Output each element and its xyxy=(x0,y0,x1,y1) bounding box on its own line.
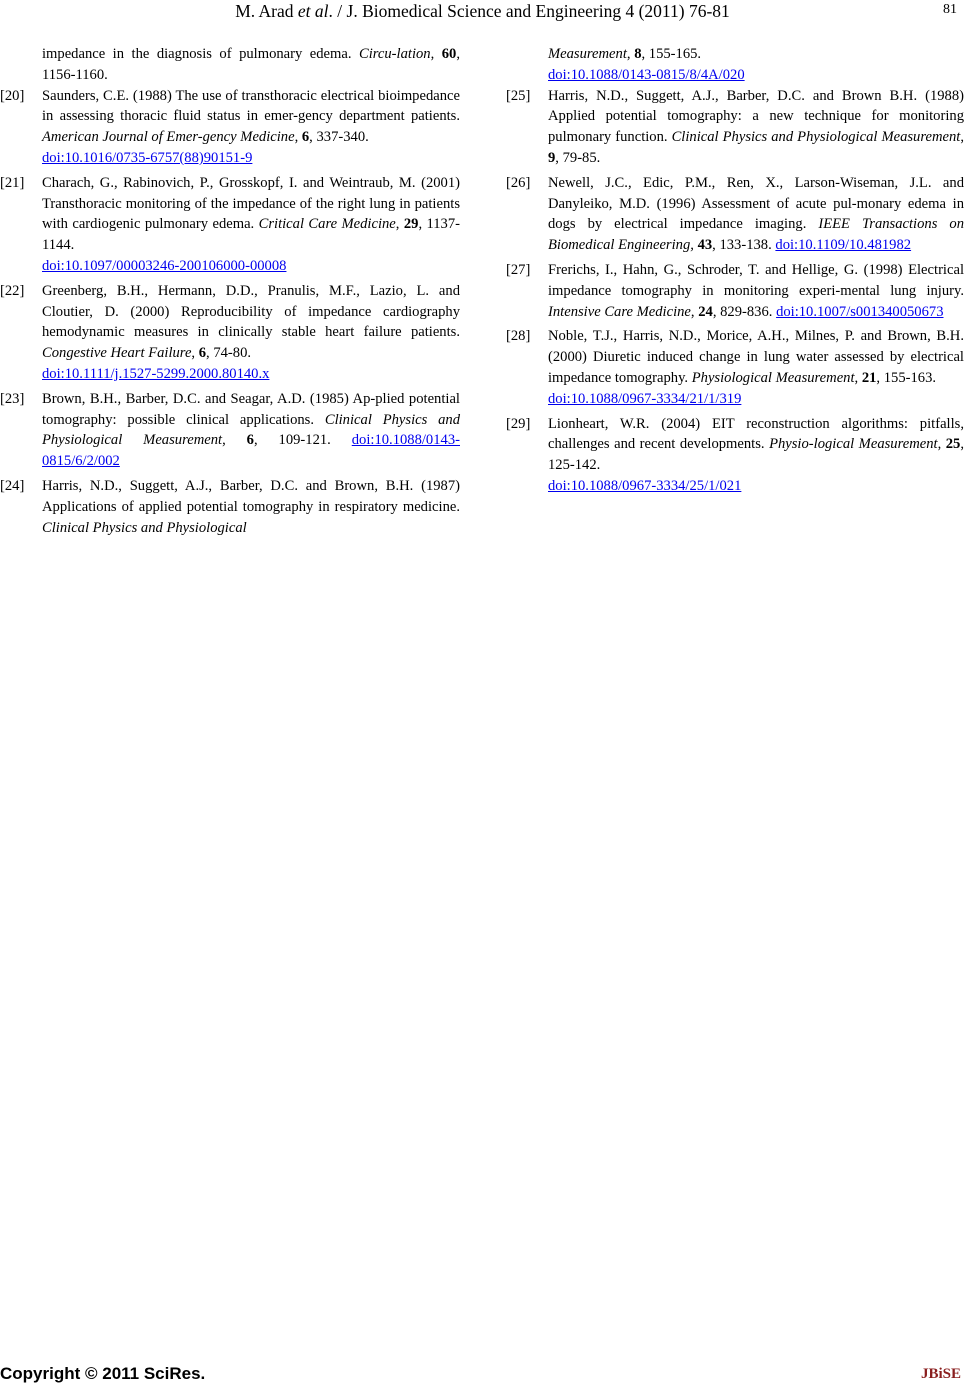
ref-journal: Physiological Measurement xyxy=(691,369,855,386)
ref-journal: Intensive Care Medicine xyxy=(548,303,691,320)
ref-volume: 43 xyxy=(697,237,713,254)
doi-link[interactable]: doi:10.1097/00003246-200106000-00008 xyxy=(42,257,287,274)
reference-item xyxy=(0,389,460,472)
ref-text: Greenberg, B.H., Hermann, D.D., Pranulis, M.F., Lazio, L. and Cloutier, D. (2000) Reproducibility of impedance cardiography hemodynamic measures in clinically stable heart failure patients. xyxy=(42,282,460,341)
right-column xyxy=(506,44,964,501)
ref-journal: American Journal of Emer-gency Medicine xyxy=(42,129,295,146)
ref-volume: 25 xyxy=(945,436,961,453)
reference-item xyxy=(0,281,460,385)
ref-pages: , 1156-1160. xyxy=(42,46,460,83)
ref-journal: Critical Care Medicine xyxy=(258,216,396,233)
continuation-ref-19 xyxy=(0,44,460,86)
reference-item xyxy=(0,86,460,169)
ref-number: [25] xyxy=(506,87,531,104)
ref-number: [20] xyxy=(0,87,25,104)
reference-item xyxy=(506,86,964,169)
ref-text: Saunders, C.E. (1988) The use of transthoracic electrical bioimpedance in assessing thoracic fluid status in emer-gency department patients. xyxy=(42,87,460,125)
doi-link[interactable]: doi:10.1088/0143-0815/8/4A/020 xyxy=(548,66,745,83)
ref-text: Harris, N.D., Suggett, A.J., Barber, D.C. and Brown, B.H. (1987) Applications of applied potential tomography in respiratory medicine. xyxy=(42,477,460,515)
reference-item xyxy=(0,173,460,277)
ref-journal: Clinical Physics and Physiological Measurement xyxy=(671,129,961,146)
doi-link[interactable]: doi:10.1088/0143-0815/6/2/002 xyxy=(42,432,460,470)
ref-body xyxy=(42,389,460,472)
ref-sep: , xyxy=(222,432,247,449)
copyright: Copyright © 2011 SciRes. xyxy=(0,1364,206,1383)
ref-body xyxy=(548,260,964,322)
ref-journal: Measurement xyxy=(548,46,627,62)
ref-text: Charach, G., Rabinovich, P., Grosskopf, I. and Weintraub, M. (2001) Transthoracic monitoring of the impedance of the right lung in patients with cardiogenic pulmonary edema. xyxy=(42,174,460,233)
ref-volume: 24 xyxy=(698,303,713,320)
doi-link[interactable]: doi:10.1111/j.1527-5299.2000.80140.x xyxy=(42,365,270,382)
ref-text: Noble, T.J., Harris, N.D., Morice, A.H., Milnes, P. and Brown, B.H. (2000) Diuretic induced change in lung water assessed by electrical impedance tomography. xyxy=(548,328,964,386)
doi-link[interactable]: doi:10.1007/s001340050673 xyxy=(776,303,944,320)
ref-volume: 8 xyxy=(634,46,642,62)
ref-number: [28] xyxy=(506,328,531,345)
reference-item xyxy=(506,173,964,256)
ref-text: Newell, J.C., Edic, P.M., Ren, X., Larson-Wiseman, J.L. and Danyleiko, M.D. (1996) Assessment of acute pul-monary edema in dogs by electrical impedance imaging. xyxy=(548,174,964,233)
ref-sep: , xyxy=(854,369,862,386)
ref-volume: 29 xyxy=(403,216,419,233)
reference-item xyxy=(506,260,964,322)
ref-number: [23] xyxy=(0,390,25,407)
doi-link[interactable]: doi:10.1088/0967-3334/21/1/319 xyxy=(548,390,742,407)
running-header xyxy=(0,1,965,25)
ref-pages: , 133-138. xyxy=(712,237,776,254)
ref-number: [24] xyxy=(0,477,25,494)
reference-item xyxy=(506,326,964,409)
journal-logo: JBiSE xyxy=(920,1366,961,1382)
ref-body xyxy=(548,414,964,497)
right-reference-list xyxy=(506,86,964,497)
left-column xyxy=(0,44,461,542)
ref-body xyxy=(42,86,460,169)
ref-volume: 6 xyxy=(198,345,207,362)
ref-pages: , 1137-1144. xyxy=(42,216,461,254)
ref-volume: 9 xyxy=(548,149,556,166)
ref-sep: , xyxy=(191,345,199,362)
ref-body xyxy=(42,476,460,538)
ref-body xyxy=(548,326,964,409)
ref-body xyxy=(42,281,460,385)
left-reference-list xyxy=(0,86,461,539)
ref-body xyxy=(42,173,460,277)
header-etal: et al xyxy=(297,1,329,21)
ref-volume: 6 xyxy=(301,129,310,146)
ref-journal: Clinical Physics and Physiological Measurement xyxy=(42,411,460,449)
ref-sep: , xyxy=(395,216,404,233)
ref-number: [29] xyxy=(506,415,531,432)
ref-text: Lionheart, W.R. (2004) EIT reconstruction algorithms: pitfalls, challenges and recent developments. xyxy=(548,415,964,453)
ref-text: Frerichs, I., Hahn, G., Schroder, T. and Hellige, G. (1998) Electrical impedance tomography in monitoring experi-mental lung injury. xyxy=(548,261,964,299)
ref-sep: , xyxy=(626,46,635,62)
ref-journal: Circu-lation xyxy=(358,46,431,62)
ref-journal: Physio-logical Measurement xyxy=(769,436,938,453)
ref-pages: , 74-80. xyxy=(206,345,252,362)
doi-link[interactable]: doi:10.1109/10.481982 xyxy=(775,237,912,254)
ref-sep: , xyxy=(430,46,442,62)
ref-sep: , xyxy=(937,436,946,453)
reference-item xyxy=(506,414,964,497)
running-title xyxy=(0,1,965,22)
ref-journal: Clinical Physics and Physiological xyxy=(42,519,247,536)
ref-pages: , 79-85. xyxy=(555,149,601,166)
ref-number: [22] xyxy=(0,282,25,299)
ref-volume: 21 xyxy=(861,369,877,386)
ref-journal: IEEE Transactions on Biomedical Engineering, xyxy=(548,216,964,254)
ref-pages: , 125-142. xyxy=(548,436,964,474)
ref-sep: , xyxy=(960,129,964,146)
continuation-ref-24 xyxy=(506,44,964,86)
doi-link[interactable]: doi:10.1088/0967-3334/25/1/021 xyxy=(548,477,742,494)
ref-number: [27] xyxy=(506,261,531,278)
ref-text: Brown, B.H., Barber, D.C. and Seagar, A.D. (1985) Ap-plied potential tomography: possible clinical applications. xyxy=(42,390,460,428)
ref-body xyxy=(548,86,964,169)
page-footer xyxy=(0,1362,965,1386)
header-author: M. Arad xyxy=(235,1,298,21)
ref-pages: , 829-836. xyxy=(712,303,777,320)
ref-pages: , 155-163. xyxy=(876,369,937,386)
ref-pages: , 109-121. xyxy=(253,432,352,449)
ref-pages: , 337-340. xyxy=(309,129,369,146)
ref-volume: 60 xyxy=(441,46,457,62)
ref-body xyxy=(548,173,964,256)
ref-volume: 6 xyxy=(246,432,254,449)
ref-sep: , xyxy=(690,303,699,320)
reference-item xyxy=(0,476,460,538)
ref-pages: , 155-165. xyxy=(641,46,702,62)
ref-text: Harris, N.D., Suggett, A.J., Barber, D.C. and Brown B.H. (1988) Applied potential tomography: a new technique for monitoring pulmonary function. xyxy=(548,87,964,146)
header-journal-info: . / J. Biomedical Science and Engineering 4 (2011) 76-81 xyxy=(328,1,730,21)
ref-journal: Congestive Heart Failure xyxy=(42,345,192,362)
ref-number: [26] xyxy=(506,174,531,191)
ref-sep: , xyxy=(294,129,302,146)
ref-text: impedance in the diagnosis of pulmonary edema. xyxy=(42,46,359,62)
ref-number: [21] xyxy=(0,174,25,191)
page-number: 81 xyxy=(943,2,957,17)
doi-link[interactable]: doi:10.1016/0735-6757(88)90151-9 xyxy=(42,149,253,166)
